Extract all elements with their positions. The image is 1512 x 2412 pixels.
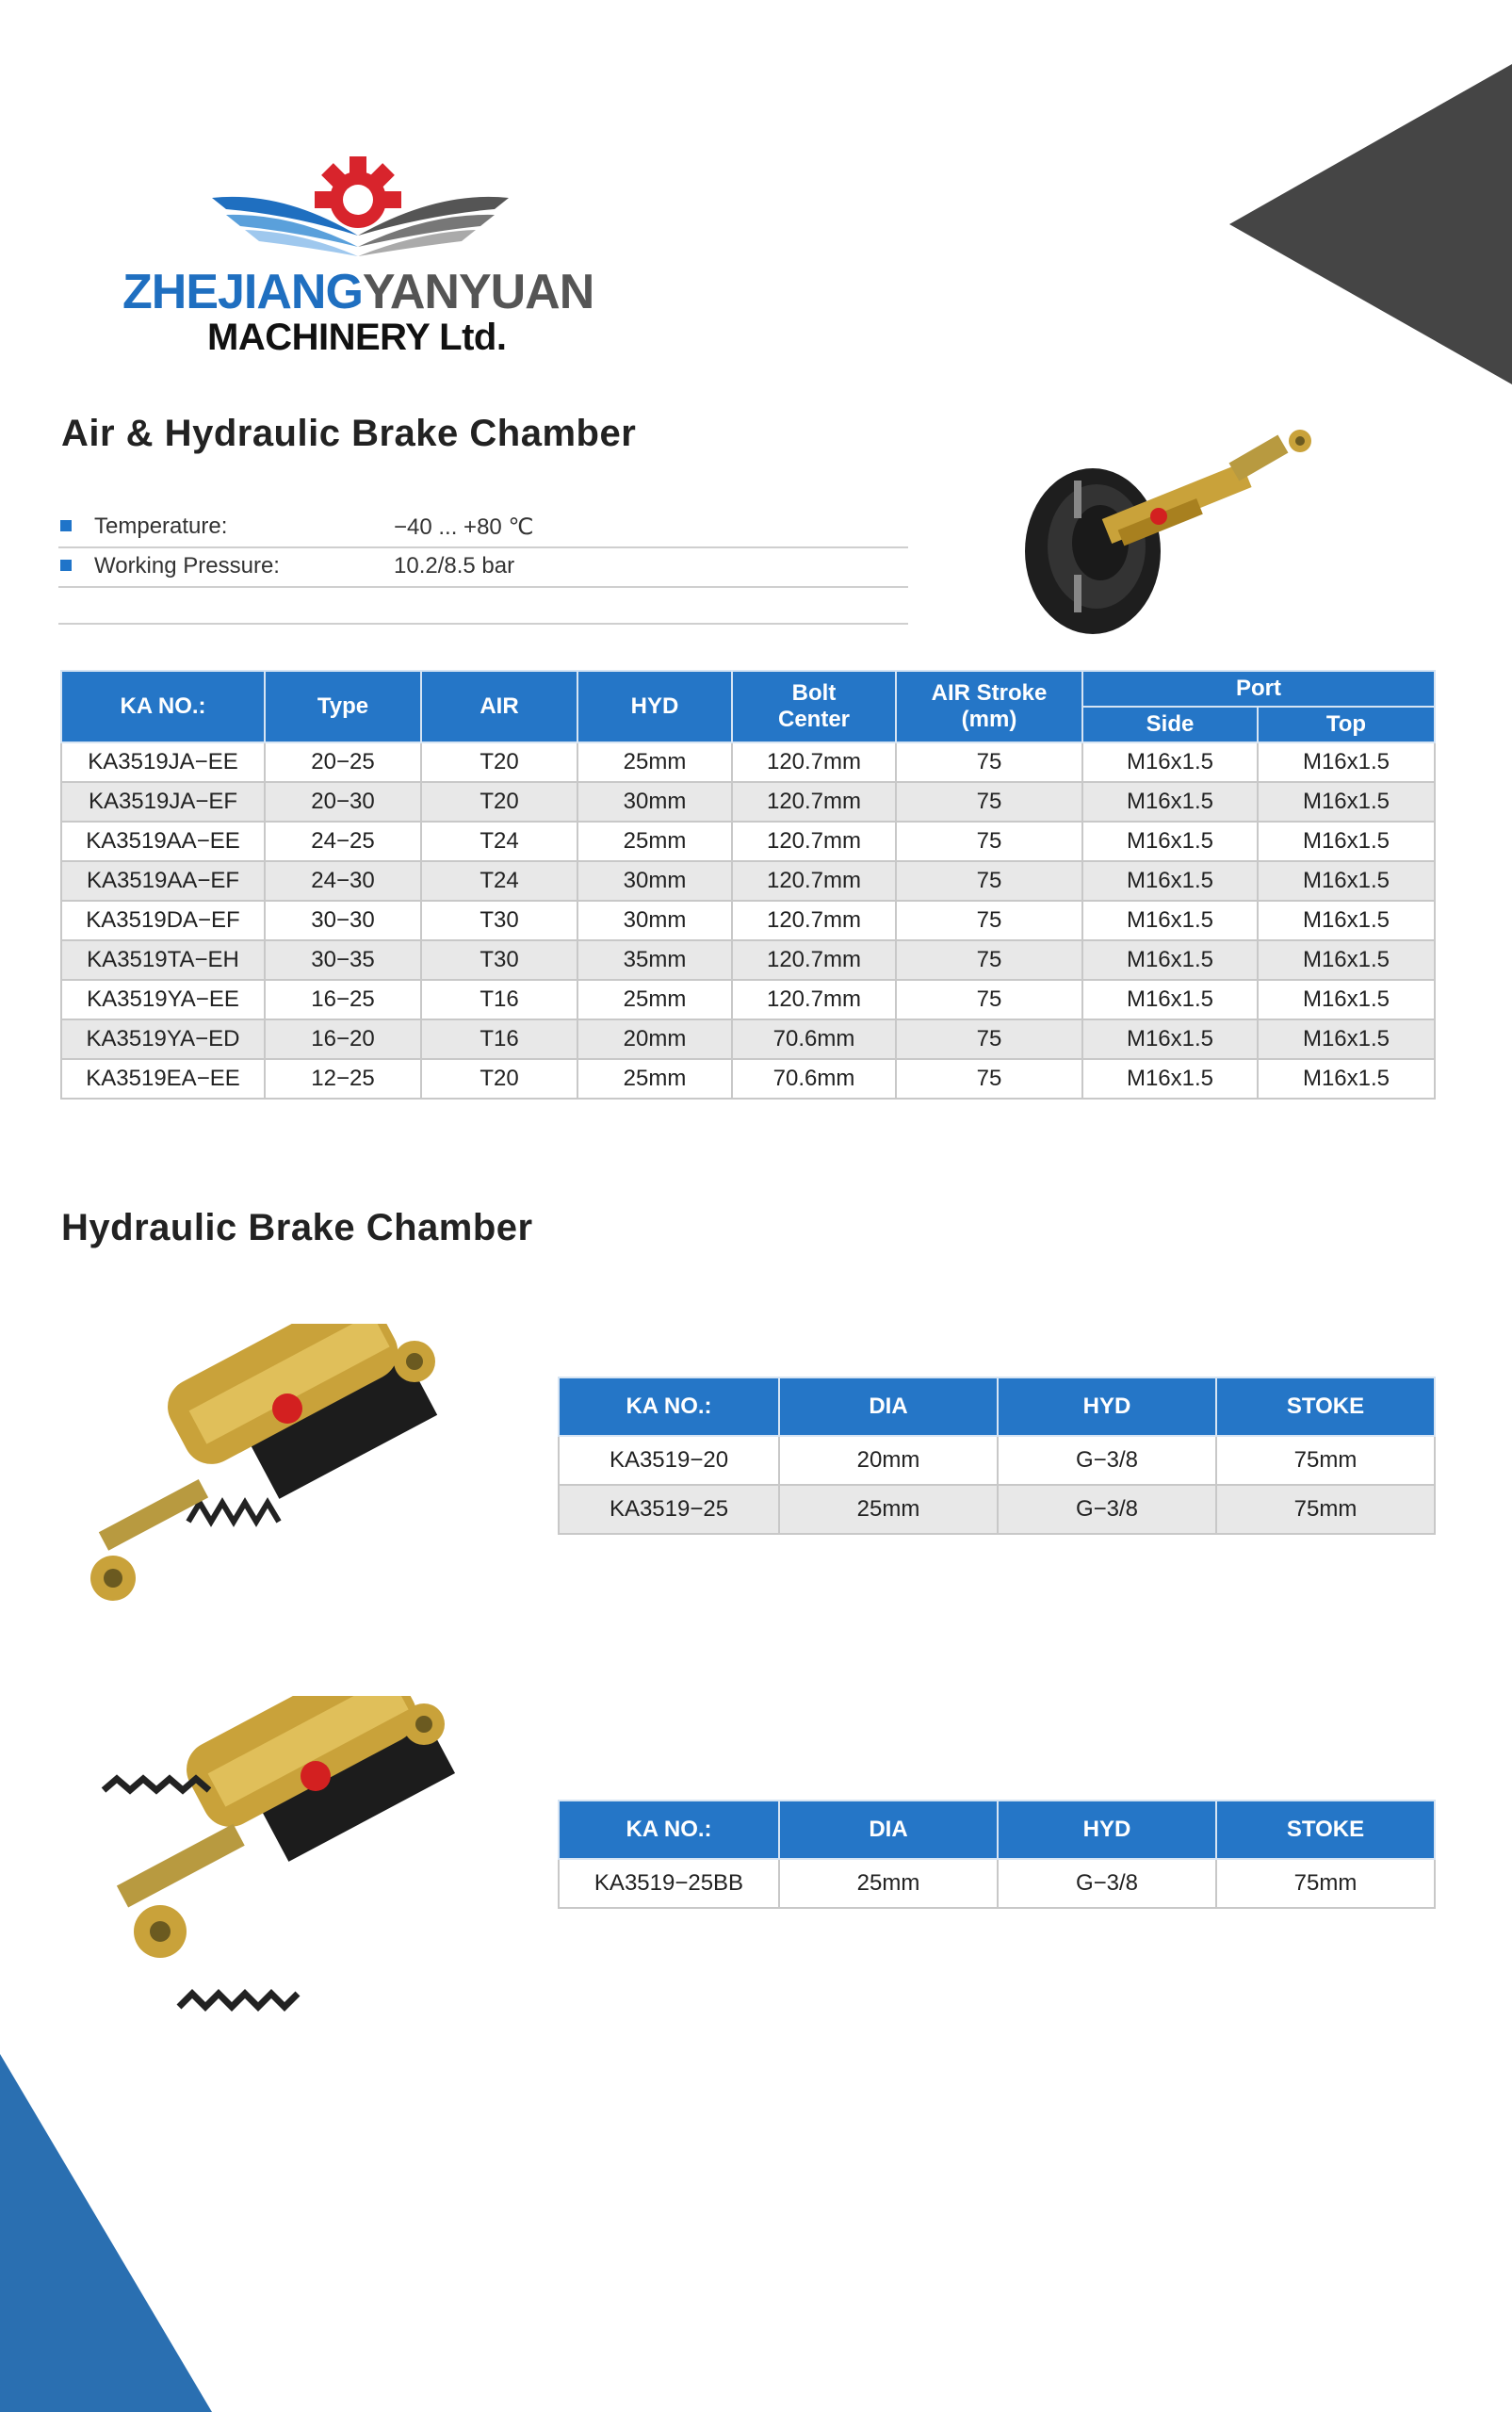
cell-port-side: M16x1.5 <box>1082 1059 1258 1099</box>
cell-port-side: M16x1.5 <box>1082 861 1258 901</box>
cell-air: T30 <box>421 901 577 940</box>
col-header-stoke: STOKE <box>1216 1377 1435 1436</box>
cell-port-top: M16x1.5 <box>1258 980 1435 1019</box>
cell-air: T16 <box>421 1019 577 1059</box>
cell-air-stroke: 75 <box>896 742 1082 782</box>
cell-ka-no: KA3519JA−EF <box>61 782 265 822</box>
cell-port-side: M16x1.5 <box>1082 901 1258 940</box>
table-row <box>61 980 1435 1019</box>
table-row <box>61 940 1435 980</box>
cell-type: 12−25 <box>265 1059 421 1099</box>
corner-decoration-top-right <box>1229 64 1512 384</box>
company-logo <box>122 141 612 358</box>
cell-hyd: G−3/8 <box>998 1436 1216 1485</box>
col-header-ka-no: KA NO.: <box>559 1801 779 1859</box>
table-row <box>61 822 1435 861</box>
table-row <box>61 901 1435 940</box>
cell-port-top: M16x1.5 <box>1258 940 1435 980</box>
cell-ka-no: KA3519−25BB <box>559 1859 779 1908</box>
cell-hyd: 30mm <box>577 901 732 940</box>
col-header-dia: DIA <box>779 1377 998 1436</box>
cell-port-side: M16x1.5 <box>1082 940 1258 980</box>
cell-port-top: M16x1.5 <box>1258 1019 1435 1059</box>
cell-port-top: M16x1.5 <box>1258 742 1435 782</box>
cell-dia: 25mm <box>779 1859 998 1908</box>
cell-bolt-center: 70.6mm <box>732 1019 896 1059</box>
cell-type: 20−25 <box>265 742 421 782</box>
cell-hyd: 20mm <box>577 1019 732 1059</box>
cell-hyd: G−3/8 <box>998 1485 1216 1534</box>
cell-port-top: M16x1.5 <box>1258 901 1435 940</box>
cell-air: T20 <box>421 782 577 822</box>
spec-value: 10.2/8.5 bar <box>394 553 515 579</box>
col-header-port: Port <box>1082 671 1435 707</box>
cell-hyd: 25mm <box>577 742 732 782</box>
bullet-square-icon <box>60 520 72 531</box>
col-header-bolt-center <box>732 671 896 742</box>
col-header-ka-no: KA NO.: <box>559 1377 779 1436</box>
cell-ka-no: KA3519−25 <box>559 1485 779 1534</box>
table-row <box>61 1019 1435 1059</box>
cell-air: T30 <box>421 940 577 980</box>
cell-bolt-center: 120.7mm <box>732 980 896 1019</box>
table-row <box>61 1059 1435 1099</box>
stroke-header-line2: (mm) <box>961 707 1017 732</box>
table-row <box>559 1436 1435 1485</box>
bullet-square-icon <box>60 560 72 571</box>
col-header-port-top: Top <box>1258 707 1435 742</box>
cell-bolt-center: 120.7mm <box>732 822 896 861</box>
table-row <box>559 1485 1435 1534</box>
cell-type: 20−30 <box>265 782 421 822</box>
cell-bolt-center: 120.7mm <box>732 861 896 901</box>
hydraulic-spec-table-b <box>558 1800 1436 1909</box>
cell-air-stroke: 75 <box>896 822 1082 861</box>
col-header-ka-no: KA NO.: <box>61 671 265 742</box>
col-header-type: Type <box>265 671 421 742</box>
cell-bolt-center: 70.6mm <box>732 1059 896 1099</box>
bolt-header-line2: Center <box>777 707 851 732</box>
cell-type: 30−30 <box>265 901 421 940</box>
cell-ka-no: KA3519AA−EF <box>61 861 265 901</box>
cell-ka-no: KA3519AA−EE <box>61 822 265 861</box>
cell-hyd: 25mm <box>577 822 732 861</box>
spec-list <box>58 509 908 625</box>
air-hydraulic-brake-chamber-image <box>1017 415 1338 650</box>
cell-bolt-center: 120.7mm <box>732 742 896 782</box>
cell-bolt-center: 120.7mm <box>732 782 896 822</box>
cell-stoke: 75mm <box>1216 1859 1435 1908</box>
col-header-dia: DIA <box>779 1801 998 1859</box>
logo-wordmark <box>122 264 593 320</box>
air-hydraulic-spec-table <box>60 670 1436 1100</box>
stroke-header-line1: AIR Stroke <box>931 680 1048 706</box>
cell-port-side: M16x1.5 <box>1082 782 1258 822</box>
cell-hyd: 35mm <box>577 940 732 980</box>
table-row <box>61 742 1435 782</box>
cell-ka-no: KA3519YA−ED <box>61 1019 265 1059</box>
cell-air: T24 <box>421 861 577 901</box>
col-header-air-stroke <box>896 671 1082 742</box>
cell-port-side: M16x1.5 <box>1082 822 1258 861</box>
cell-dia: 20mm <box>779 1436 998 1485</box>
cell-port-side: M16x1.5 <box>1082 742 1258 782</box>
cell-port-top: M16x1.5 <box>1258 1059 1435 1099</box>
cell-hyd: G−3/8 <box>998 1859 1216 1908</box>
cell-ka-no: KA3519JA−EE <box>61 742 265 782</box>
cell-port-side: M16x1.5 <box>1082 1019 1258 1059</box>
cell-bolt-center: 120.7mm <box>732 940 896 980</box>
hydraulic-spec-table-a <box>558 1377 1436 1535</box>
cell-air: T20 <box>421 742 577 782</box>
table-row <box>61 861 1435 901</box>
corner-decoration-bottom-left <box>0 2054 212 2412</box>
cell-type: 16−25 <box>265 980 421 1019</box>
cell-air-stroke: 75 <box>896 861 1082 901</box>
hydraulic-brake-chamber-image-a <box>75 1324 490 1635</box>
section-title-hydraulic: Hydraulic Brake Chamber <box>61 1207 533 1248</box>
cell-stoke: 75mm <box>1216 1485 1435 1534</box>
cell-type: 24−30 <box>265 861 421 901</box>
spec-label: Working Pressure: <box>94 553 280 579</box>
logo-word-yanyuan: YANYUAN <box>362 265 594 319</box>
cell-ka-no: KA3519DA−EF <box>61 901 265 940</box>
cell-port-top: M16x1.5 <box>1258 822 1435 861</box>
cell-ka-no: KA3519YA−EE <box>61 980 265 1019</box>
cell-air: T20 <box>421 1059 577 1099</box>
cell-type: 24−25 <box>265 822 421 861</box>
cell-port-top: M16x1.5 <box>1258 861 1435 901</box>
cell-air-stroke: 75 <box>896 1059 1082 1099</box>
cell-air-stroke: 75 <box>896 901 1082 940</box>
table-row <box>559 1859 1435 1908</box>
cell-air-stroke: 75 <box>896 940 1082 980</box>
cell-air: T16 <box>421 980 577 1019</box>
hydraulic-brake-chamber-image-b <box>85 1696 490 2045</box>
cell-ka-no: KA3519EA−EE <box>61 1059 265 1099</box>
bolt-header-line1: Bolt <box>791 680 837 706</box>
cell-ka-no: KA3519TA−EH <box>61 940 265 980</box>
cell-stoke: 75mm <box>1216 1436 1435 1485</box>
cell-air-stroke: 75 <box>896 782 1082 822</box>
cell-port-top: M16x1.5 <box>1258 782 1435 822</box>
cell-air: T24 <box>421 822 577 861</box>
cell-hyd: 25mm <box>577 1059 732 1099</box>
spec-divider <box>58 588 908 625</box>
logo-word-zhejiang: ZHEJIANG <box>122 265 363 319</box>
section-title-air-hydraulic: Air & Hydraulic Brake Chamber <box>61 413 637 454</box>
cell-ka-no: KA3519−20 <box>559 1436 779 1485</box>
col-header-air: AIR <box>421 671 577 742</box>
table-row <box>61 782 1435 822</box>
cell-bolt-center: 120.7mm <box>732 901 896 940</box>
col-header-hyd: HYD <box>577 671 732 742</box>
cell-air-stroke: 75 <box>896 980 1082 1019</box>
cell-hyd: 30mm <box>577 782 732 822</box>
cell-air-stroke: 75 <box>896 1019 1082 1059</box>
col-header-stoke: STOKE <box>1216 1801 1435 1859</box>
logo-emblem-icon <box>122 141 612 264</box>
logo-word-machinery: MACHINERY Ltd. <box>207 317 507 358</box>
cell-hyd: 30mm <box>577 861 732 901</box>
spec-label: Temperature: <box>94 513 228 539</box>
cell-hyd: 25mm <box>577 980 732 1019</box>
spec-value: −40 ... +80 ℃ <box>394 514 534 540</box>
cell-port-side: M16x1.5 <box>1082 980 1258 1019</box>
spec-row-working-pressure <box>58 548 908 588</box>
cell-type: 30−35 <box>265 940 421 980</box>
col-header-port-side: Side <box>1082 707 1258 742</box>
col-header-hyd: HYD <box>998 1377 1216 1436</box>
cell-type: 16−20 <box>265 1019 421 1059</box>
col-header-hyd: HYD <box>998 1801 1216 1859</box>
spec-row-temperature <box>58 509 908 548</box>
cell-dia: 25mm <box>779 1485 998 1534</box>
